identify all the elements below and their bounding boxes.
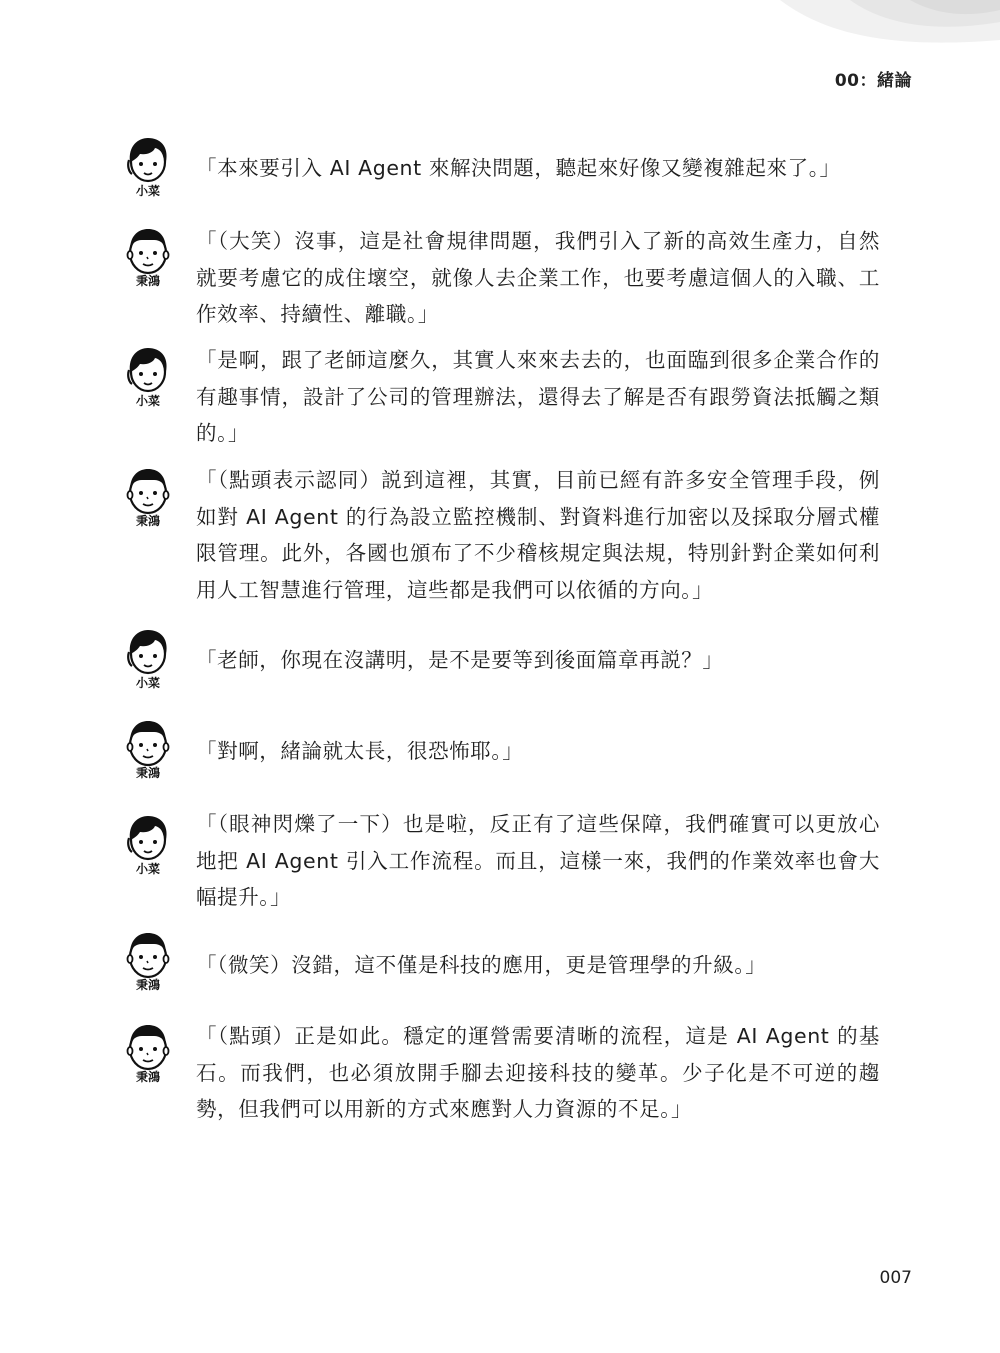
dialogue-text: 「老師，你現在沒講明，是不是要等到後面篇章再説？」	[196, 648, 724, 672]
speaker-avatar	[120, 226, 176, 288]
speaker-avatar	[120, 814, 176, 876]
speaker-avatar	[120, 1022, 176, 1084]
speaker-avatar	[120, 718, 176, 780]
speaker-avatar	[120, 466, 176, 528]
speaker-avatar	[120, 346, 176, 408]
speaker-name: 小菜	[135, 862, 160, 876]
speaker-avatar	[120, 628, 176, 690]
speaker-avatar	[120, 930, 176, 992]
corner-decoration	[760, 0, 1000, 60]
page-number: 007	[879, 1268, 912, 1288]
dialogue-text: 「（點頭）正是如此。穩定的運營需要清晰的流程，這是 AI Agent 的基石。而我們，也必須放開手腳去迎接科技的變革。少子化是不可逆的趨勢，但我們可以用新的方式來應對人力資源的不足。」	[196, 1024, 880, 1121]
dialogue-text: 「對啊，緒論就太長，很恐怖耶。」	[196, 739, 524, 763]
speaker-avatar	[120, 136, 176, 198]
dialogue-text: 「是啊，跟了老師這麼久，其實人來來去去的，也面臨到很多企業合作的有趣事情，設計了公司的管理辦法，還得去了解是否有跟勞資法抵觸之類的。」	[196, 348, 880, 445]
speaker-name: 小菜	[135, 676, 160, 690]
girl-face-icon	[124, 136, 172, 186]
girl-face-icon	[124, 628, 172, 678]
speaker-name: 秉鴻	[135, 274, 160, 288]
speaker-name: 秉鴻	[135, 514, 160, 528]
dialogue-text: 「（大笑）沒事，這是社會規律問題，我們引入了新的高效生產力，自然就要考慮它的成住壞空，就像人去企業工作，也要考慮這個人的入職、工作效率、持續性、離職。」	[196, 229, 880, 326]
boy-face-icon	[124, 1022, 172, 1072]
boy-face-icon	[124, 718, 172, 768]
chapter-header: 00：緒論	[834, 71, 912, 91]
girl-face-icon	[124, 346, 172, 396]
speaker-name: 小菜	[135, 184, 160, 198]
speaker-name: 秉鴻	[135, 978, 160, 992]
boy-face-icon	[124, 930, 172, 980]
boy-face-icon	[124, 226, 172, 276]
speaker-name: 秉鴻	[135, 766, 160, 780]
dialogue-text: 「（微笑）沒錯，這不僅是科技的應用，更是管理學的升級。」	[196, 953, 767, 977]
speaker-name: 秉鴻	[135, 1070, 160, 1084]
girl-face-icon	[124, 814, 172, 864]
boy-face-icon	[124, 466, 172, 516]
dialogue-text: 「（眼神閃爍了一下）也是啦，反正有了這些保障，我們確實可以更放心地把 AI Agent 引入工作流程。而且，這樣一來，我們的作業效率也會大幅提升。」	[196, 812, 880, 909]
speaker-name: 小菜	[135, 394, 160, 408]
dialogue-text: 「本來要引入 AI Agent 來解決問題，聽起來好像又變複雜起來了。」	[196, 156, 841, 180]
dialogue-text: 「（點頭表示認同）説到這裡，其實，目前已經有許多安全管理手段，例如對 AI Agent 的行為設立監控機制、對資料進行加密以及採取分層式權限管理。此外，各國也頒布了不少稽核規定與法規，特別針對企業如何利用人工智慧進行管理，這些都是我們可以依循的方向。」	[196, 468, 880, 602]
